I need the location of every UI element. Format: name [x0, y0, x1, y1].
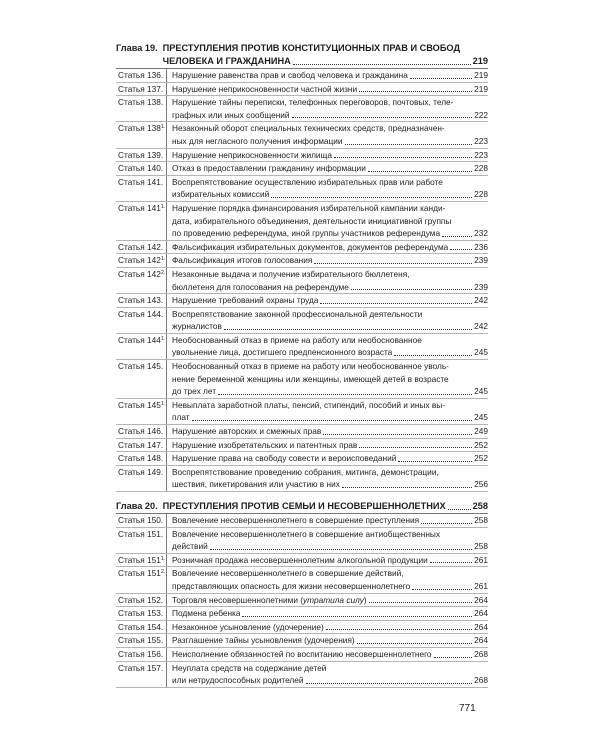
article-title-text: Нарушение требований охраны труда — [172, 295, 319, 306]
article-title-line — [172, 662, 488, 675]
article-superscript: 1. — [160, 256, 166, 263]
article-superscript: 1. — [160, 124, 166, 131]
article-number: Статья 153. — [116, 607, 167, 620]
article-title-line — [172, 425, 488, 438]
toc-entry[interactable] — [116, 360, 488, 399]
article-title-text: представляющих опасность для жизни несовершеннолетнего — [172, 580, 411, 591]
article-title — [167, 399, 488, 424]
article-title-text: ных для негласного получения информации — [172, 135, 343, 146]
article-title-text: нение беременной женщины или женщины, имеющей детей в возрасте — [172, 373, 449, 384]
article-title-line — [172, 346, 488, 359]
toc-entry[interactable] — [116, 528, 488, 554]
dot-leader — [357, 641, 472, 644]
dot-leader — [442, 234, 472, 237]
article-title — [167, 554, 488, 567]
article-number: Статья 152. — [116, 594, 167, 607]
dot-leader — [368, 169, 472, 172]
article-title — [167, 69, 488, 82]
article-number: Статья $142^{1.}$ — [118, 255, 166, 266]
chapter-label: Глава 19. — [116, 43, 158, 53]
article-title-line — [172, 96, 488, 109]
article-title-text: Вовлечение несовершеннолетнего в совершение действий, — [172, 568, 404, 579]
article-title-text: Необоснованный отказ в приеме на работу или необоснованное — [172, 334, 422, 345]
article-title — [167, 648, 488, 661]
article-page: 252 — [474, 439, 488, 450]
article-superscript: 1. — [160, 400, 166, 407]
article-page: 256 — [474, 479, 488, 490]
article-title — [167, 594, 488, 607]
toc-entry[interactable] — [116, 466, 488, 492]
article-number: Статья 136. — [116, 69, 167, 82]
article-title — [167, 162, 488, 175]
article-title-text: Воспрепятствование законной профессиональной деятельности — [172, 308, 423, 319]
article-number: Статья 139. — [116, 149, 167, 162]
article-title — [167, 607, 488, 620]
article-page: 242 — [474, 321, 488, 332]
article-title — [167, 308, 488, 333]
article-title-text: Фальсификация итогов голосования — [172, 255, 313, 266]
article-title — [167, 360, 488, 398]
toc-entry[interactable] — [116, 308, 488, 334]
article-page: 222 — [474, 109, 488, 120]
article-superscript: 1. — [160, 335, 166, 342]
article-title-line — [172, 607, 488, 620]
toc-entry[interactable] — [116, 662, 488, 688]
article-title-line — [172, 254, 488, 267]
toc-entry[interactable] — [116, 594, 488, 608]
chapter-heading[interactable] — [116, 42, 488, 68]
dot-leader — [450, 247, 472, 250]
toc-entry[interactable] — [116, 439, 488, 453]
article-number: Статья 157. — [116, 662, 167, 687]
article-title-line — [172, 162, 488, 175]
article-title-line — [172, 594, 488, 607]
chapter-label: Глава 20. — [116, 501, 158, 511]
article-number: Статья $151^{1.}$ — [118, 554, 166, 565]
article-title-line — [172, 514, 488, 527]
article-title — [167, 202, 488, 240]
toc-entry[interactable] — [116, 294, 488, 308]
article-number: Статья $138^{1.}$ — [116, 122, 167, 147]
dot-leader — [192, 418, 473, 421]
article-superscript: 2. — [160, 269, 166, 276]
article-title-text: Неуплата средств на содержание детей — [172, 662, 327, 673]
toc-entry[interactable] — [116, 607, 488, 621]
article-title-text: по проведению референдума, иной группы участников референдума — [172, 228, 441, 239]
article-title — [167, 96, 488, 121]
article-title-line — [172, 122, 488, 135]
dot-leader — [342, 485, 472, 488]
article-page: 252 — [474, 453, 488, 464]
article-title — [167, 528, 488, 553]
article-page: 232 — [474, 228, 488, 239]
article-title-line — [172, 83, 488, 96]
article-title — [167, 176, 488, 201]
dot-leader — [412, 587, 472, 590]
toc-entry[interactable] — [116, 122, 488, 148]
toc-entry[interactable] — [116, 83, 488, 97]
article-title-line — [172, 466, 488, 479]
dot-leader — [448, 507, 471, 510]
article-title-line — [172, 373, 488, 386]
article-number: Статья 154. — [116, 621, 167, 634]
article-title-line — [172, 202, 488, 215]
article-title-text: Нарушение изобретательских и патентных прав — [172, 439, 358, 450]
chapter-section — [116, 500, 488, 688]
article-number: Статья 149. — [116, 466, 167, 491]
toc-entry[interactable] — [116, 254, 488, 268]
article-title-line — [172, 674, 488, 687]
article-title — [167, 122, 488, 147]
article-page: 239 — [474, 281, 488, 292]
article-title-line — [172, 176, 488, 189]
article-number: Статья $151^{2.}$ — [116, 567, 167, 592]
dot-leader — [242, 614, 472, 617]
article-title-text: Торговля несовершеннолетними (утратила силу) — [172, 594, 367, 605]
article-title-line — [172, 580, 488, 593]
article-title-line — [172, 149, 488, 162]
toc-entry[interactable] — [116, 202, 488, 241]
article-number: Статья 141. — [116, 176, 167, 201]
article-page: 236 — [474, 241, 488, 252]
article-title-text: Нарушение неприкосновенности частной жизни — [172, 83, 358, 94]
article-page: 264 — [474, 621, 488, 632]
article-number: Статья $145^{1.}$ — [116, 399, 167, 424]
dot-leader — [369, 600, 473, 603]
article-title-line — [172, 540, 488, 553]
dot-leader — [434, 655, 473, 658]
article-title — [167, 634, 488, 647]
article-title-text: Нарушение права на свободу совести и вероисповеданий — [172, 453, 397, 464]
article-number: Статья 155. — [116, 634, 167, 647]
article-title-text: Нарушение неприкосновенности жилища — [172, 149, 332, 160]
dot-leader — [292, 115, 473, 118]
chapter-page: 258 — [472, 501, 488, 511]
article-number: Статья 150. — [116, 514, 167, 527]
article-title-text: шествия, пикетирования или участию в них — [172, 479, 340, 490]
dot-leader — [394, 353, 472, 356]
dot-leader — [224, 327, 472, 330]
article-title-line — [172, 452, 488, 465]
article-number: Статья 140. — [116, 162, 167, 175]
article-page: 249 — [474, 426, 488, 437]
article-title-line — [172, 554, 488, 567]
article-title-text: действий — [172, 541, 208, 552]
article-title-line — [172, 215, 488, 228]
article-title-line — [172, 528, 488, 541]
dot-leader — [306, 681, 473, 684]
article-title-text: Нарушение равенства прав и свобод человека и гражданина — [172, 70, 408, 80]
article-title-text: Незаконные выдача и получение избирательного бюллетеня, — [172, 268, 410, 279]
article-title — [167, 334, 488, 359]
article-page: 245 — [474, 412, 488, 423]
article-title-text: Воспрепятствование осуществлению избирательных прав или работе — [172, 176, 443, 187]
article-number: Статья 144. — [116, 308, 167, 333]
article-title-text: Нарушение авторских и смежных прав — [172, 426, 322, 437]
article-title-text: дата, избирательного объединения, деятельности инициативной группы — [172, 215, 452, 226]
article-title — [167, 452, 488, 465]
dot-leader — [314, 261, 472, 264]
toc-entry[interactable] — [116, 554, 488, 568]
chapter-title-text: ЧЕЛОВЕКА И ГРАЖДАНИНА — [162, 56, 291, 66]
toc-entry[interactable] — [116, 241, 488, 255]
article-page: 258 — [474, 515, 488, 525]
toc-entry[interactable] — [116, 268, 488, 294]
article-superscript: 1. — [160, 555, 166, 562]
article-title — [167, 268, 488, 293]
article-number: Статья 148. — [116, 452, 167, 465]
article-title — [167, 514, 488, 527]
article-title-text: Незаконный оборот специальных технических средств, предназначен- — [172, 123, 445, 134]
article-number: Статья 147. — [116, 439, 167, 452]
article-page: 245 — [474, 347, 488, 358]
toc-entry[interactable] — [116, 69, 488, 83]
article-title-text: Неисполнение обязанностей по воспитанию несовершеннолетнего — [172, 648, 432, 659]
article-title-line — [172, 439, 488, 452]
article-title-line — [172, 334, 488, 347]
article-title — [167, 662, 488, 687]
article-title-text: Необоснованный отказ в приеме на работу или необоснованное уволь- — [172, 361, 449, 372]
article-title-line — [172, 385, 488, 398]
article-page: 268 — [474, 675, 488, 686]
dot-leader — [421, 521, 472, 524]
dot-leader — [345, 142, 473, 145]
article-title-text: Незаконное усыновление (удочерение) — [172, 621, 324, 632]
toc-entry[interactable] — [116, 648, 488, 662]
article-page: 219 — [474, 70, 488, 80]
article-number: Статья 138. — [116, 96, 167, 121]
toc-entry[interactable] — [116, 176, 488, 202]
article-title-line — [172, 241, 488, 254]
article-title-line — [172, 227, 488, 240]
article-page: 264 — [474, 635, 488, 646]
chapter-section — [116, 42, 488, 492]
article-page: 219 — [474, 83, 488, 94]
article-title-text: Воспрепятствование проведению собрания, митинга, демонстрации, — [172, 466, 439, 477]
article-title — [167, 425, 488, 438]
article-number: Статья 143. — [116, 294, 167, 307]
article-title-line — [172, 268, 488, 281]
dot-leader — [320, 301, 472, 304]
article-title-text: до трех лет — [172, 386, 217, 397]
table-of-contents — [116, 42, 488, 691]
article-title-line — [172, 320, 488, 333]
article-page: 261 — [474, 554, 488, 565]
article-title-line — [172, 360, 488, 373]
chapter-title-line — [163, 42, 488, 55]
article-title-text: Фальсификация избирательных документов, документов референдума — [172, 241, 449, 252]
article-title-line — [172, 69, 488, 82]
dot-leader — [359, 89, 472, 92]
toc-entry[interactable] — [116, 149, 488, 163]
article-title-line — [172, 567, 488, 580]
toc-entry[interactable] — [116, 399, 488, 425]
article-title — [167, 294, 488, 307]
article-page: 261 — [474, 580, 488, 591]
article-page: 223 — [474, 149, 488, 160]
dot-leader — [293, 62, 471, 65]
article-title-text: Разглашение тайны усыновления (удочерения) — [172, 635, 355, 646]
article-title-line — [172, 281, 488, 294]
article-title-text: бюллетеня для голосования на референдуме — [172, 281, 349, 292]
dot-leader — [210, 547, 472, 550]
article-page: 245 — [474, 386, 488, 397]
article-title — [167, 466, 488, 491]
article-title-text: избирательных комиссий — [172, 189, 270, 200]
toc-entry[interactable] — [116, 567, 488, 593]
article-title — [167, 149, 488, 162]
article-title-text: графных или иных сообщений — [172, 109, 290, 120]
dot-leader — [351, 287, 472, 290]
article-number: Статья 137. — [116, 83, 167, 96]
dot-leader — [218, 392, 472, 395]
chapter-heading[interactable] — [116, 500, 488, 513]
article-superscript: 1. — [160, 203, 166, 210]
article-title-line — [172, 478, 488, 491]
article-status: утратила силу — [303, 594, 364, 605]
article-list — [116, 68, 488, 492]
article-page: 268 — [474, 648, 488, 659]
toc-entry[interactable] — [116, 514, 488, 528]
article-title — [167, 567, 488, 592]
article-number: Статья $142^{2.}$ — [116, 268, 167, 293]
article-title-line — [172, 109, 488, 122]
chapter-title — [163, 500, 488, 513]
dot-leader — [323, 432, 472, 435]
dot-leader — [359, 445, 472, 448]
article-list — [116, 513, 488, 688]
article-title-line — [172, 294, 488, 307]
article-title — [167, 439, 488, 452]
toc-entry[interactable] — [116, 621, 488, 635]
dot-leader — [430, 560, 472, 563]
article-title-text: Нарушение порядка финансирования избирательной кампании канди- — [172, 202, 446, 213]
article-title-line — [172, 135, 488, 148]
toc-entry[interactable] — [116, 162, 488, 176]
toc-entry[interactable] — [116, 634, 488, 648]
dot-leader — [326, 627, 472, 630]
article-superscript: 2. — [160, 569, 166, 576]
chapter-title-line — [163, 500, 488, 513]
dot-leader — [398, 459, 472, 462]
article-number: Статья 151. — [116, 528, 167, 553]
article-title-text: Невыплата заработной платы, пенсий, стипендий, пособий и иных вы- — [172, 399, 445, 410]
dot-leader — [271, 195, 472, 198]
article-title-line — [172, 621, 488, 634]
article-number: Статья 156. — [116, 648, 167, 661]
article-page: 264 — [474, 608, 488, 619]
article-number: Статья 145. — [116, 360, 167, 398]
article-page: 228 — [474, 189, 488, 200]
article-title — [167, 83, 488, 96]
page-number: 771 — [459, 703, 476, 714]
article-title-text: Нарушение тайны переписки, телефонных переговоров, почтовых, теле- — [172, 97, 454, 108]
article-title-text: Розничная продажа несовершеннолетним алкогольной продукции — [172, 554, 428, 565]
chapter-title-text: ПРЕСТУПЛЕНИЯ ПРОТИВ СЕМЬИ И НЕСОВЕРШЕННОЛЕТНИХ — [162, 501, 446, 511]
article-title-text: журналистов — [172, 321, 222, 332]
chapter-page: 219 — [472, 56, 488, 66]
dot-leader — [334, 155, 472, 158]
article-title-text: плат — [172, 412, 190, 423]
article-page: 228 — [474, 163, 488, 174]
article-title-line — [172, 188, 488, 201]
article-page: 258 — [474, 541, 488, 552]
article-title-line — [172, 308, 488, 321]
article-page: 239 — [474, 255, 488, 266]
article-title-text: или нетрудоспособных родителей — [172, 675, 304, 686]
toc-entry[interactable] — [116, 452, 488, 466]
article-title-text: Отказ в предоставлении гражданину информации — [172, 163, 366, 174]
article-title-line — [172, 411, 488, 424]
article-page: 223 — [474, 135, 488, 146]
toc-entry[interactable] — [116, 96, 488, 122]
article-number: Статья 142. — [116, 241, 167, 254]
article-title-text: Вовлечение несовершеннолетнего в совершение антиобщественных — [172, 528, 441, 539]
article-page: 242 — [474, 295, 488, 306]
article-number: Статья $144^{1.}$ — [116, 334, 167, 359]
article-title-line — [172, 399, 488, 412]
chapter-title-text: ПРЕСТУПЛЕНИЯ ПРОТИВ КОНСТИТУЦИОННЫХ ПРАВ И СВОБОД — [162, 43, 461, 53]
article-page: 264 — [474, 594, 488, 605]
toc-entry[interactable] — [116, 425, 488, 439]
article-title — [167, 241, 488, 254]
article-title-text: увольнение лица, достигшего предпенсионного возраста — [172, 347, 393, 358]
chapter-title — [163, 42, 488, 68]
article-number: Статья 146. — [116, 425, 167, 438]
toc-entry[interactable] — [116, 334, 488, 360]
article-title-line — [172, 634, 488, 647]
article-number: Статья $141^{1.}$ — [116, 202, 167, 240]
article-title — [167, 254, 488, 267]
dot-leader — [410, 76, 472, 79]
article-title — [167, 621, 488, 634]
article-title-line — [172, 648, 488, 661]
article-title-text: Вовлечение несовершеннолетнего в совершение преступления — [172, 515, 420, 525]
chapter-title-line — [163, 55, 488, 68]
article-title-text: Подмена ребенка — [172, 608, 241, 619]
